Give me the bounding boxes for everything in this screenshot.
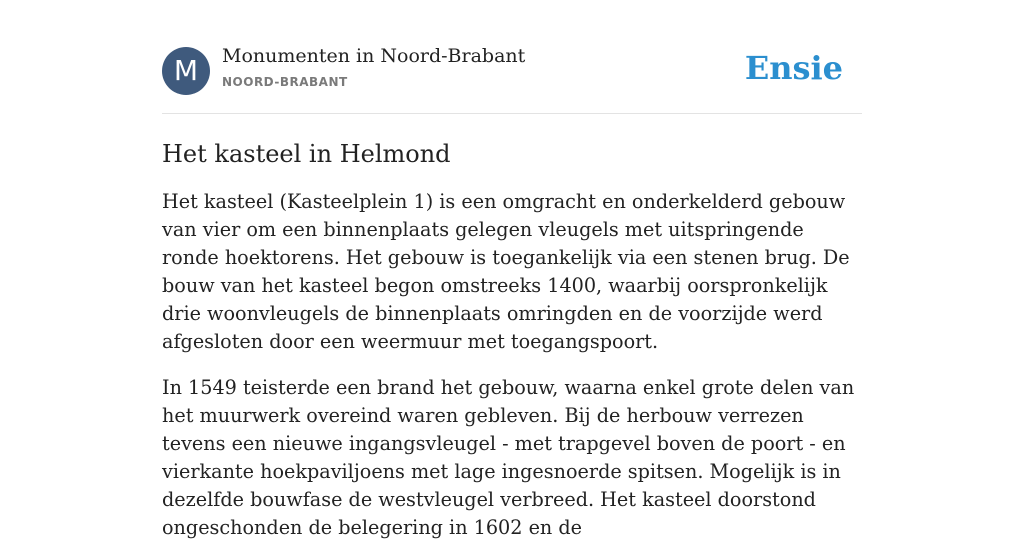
channel-subtitle: NOORD-BRABANT xyxy=(222,75,348,89)
channel-avatar[interactable]: M xyxy=(162,47,210,95)
channel-title[interactable]: Monumenten in Noord-Brabant xyxy=(222,45,526,67)
ensie-logo[interactable]: Ensie xyxy=(744,49,843,87)
article-paragraph-1: Het kasteel (Kasteelplein 1) is een omgracht en onderkelderd gebouw van vier om een binnenplaats gelegen vleugels met uitspringende ronde hoektorens. Het gebouw is toegankelijk via een stenen brug. De bouw van het kasteel begon omstreeks 1400, waarbij oorspronkelijk drie woonvleugels de binnenplaats omringden en de voorzijde werd afgesloten door een weermuur met toegangspoort. xyxy=(162,190,850,353)
header xyxy=(162,0,862,114)
article-title: Het kasteel in Helmond xyxy=(162,140,451,168)
article-paragraph-2: In 1549 teisterde een brand het gebouw, waarna enkel grote delen van het muurwerk overeind waren gebleven. Bij de herbouw verrezen tevens een nieuwe ingangsvleugel - met trapgevel boven de poort - en vierkante hoekpaviljoens met lage ingesnoerde spitsen. Mogelijk is in dezelfde bouwfase de westvleugel verbreed. Het kasteel doorstond ongeschonden de belegering in 1602 en de xyxy=(162,376,855,539)
page xyxy=(162,0,862,542)
